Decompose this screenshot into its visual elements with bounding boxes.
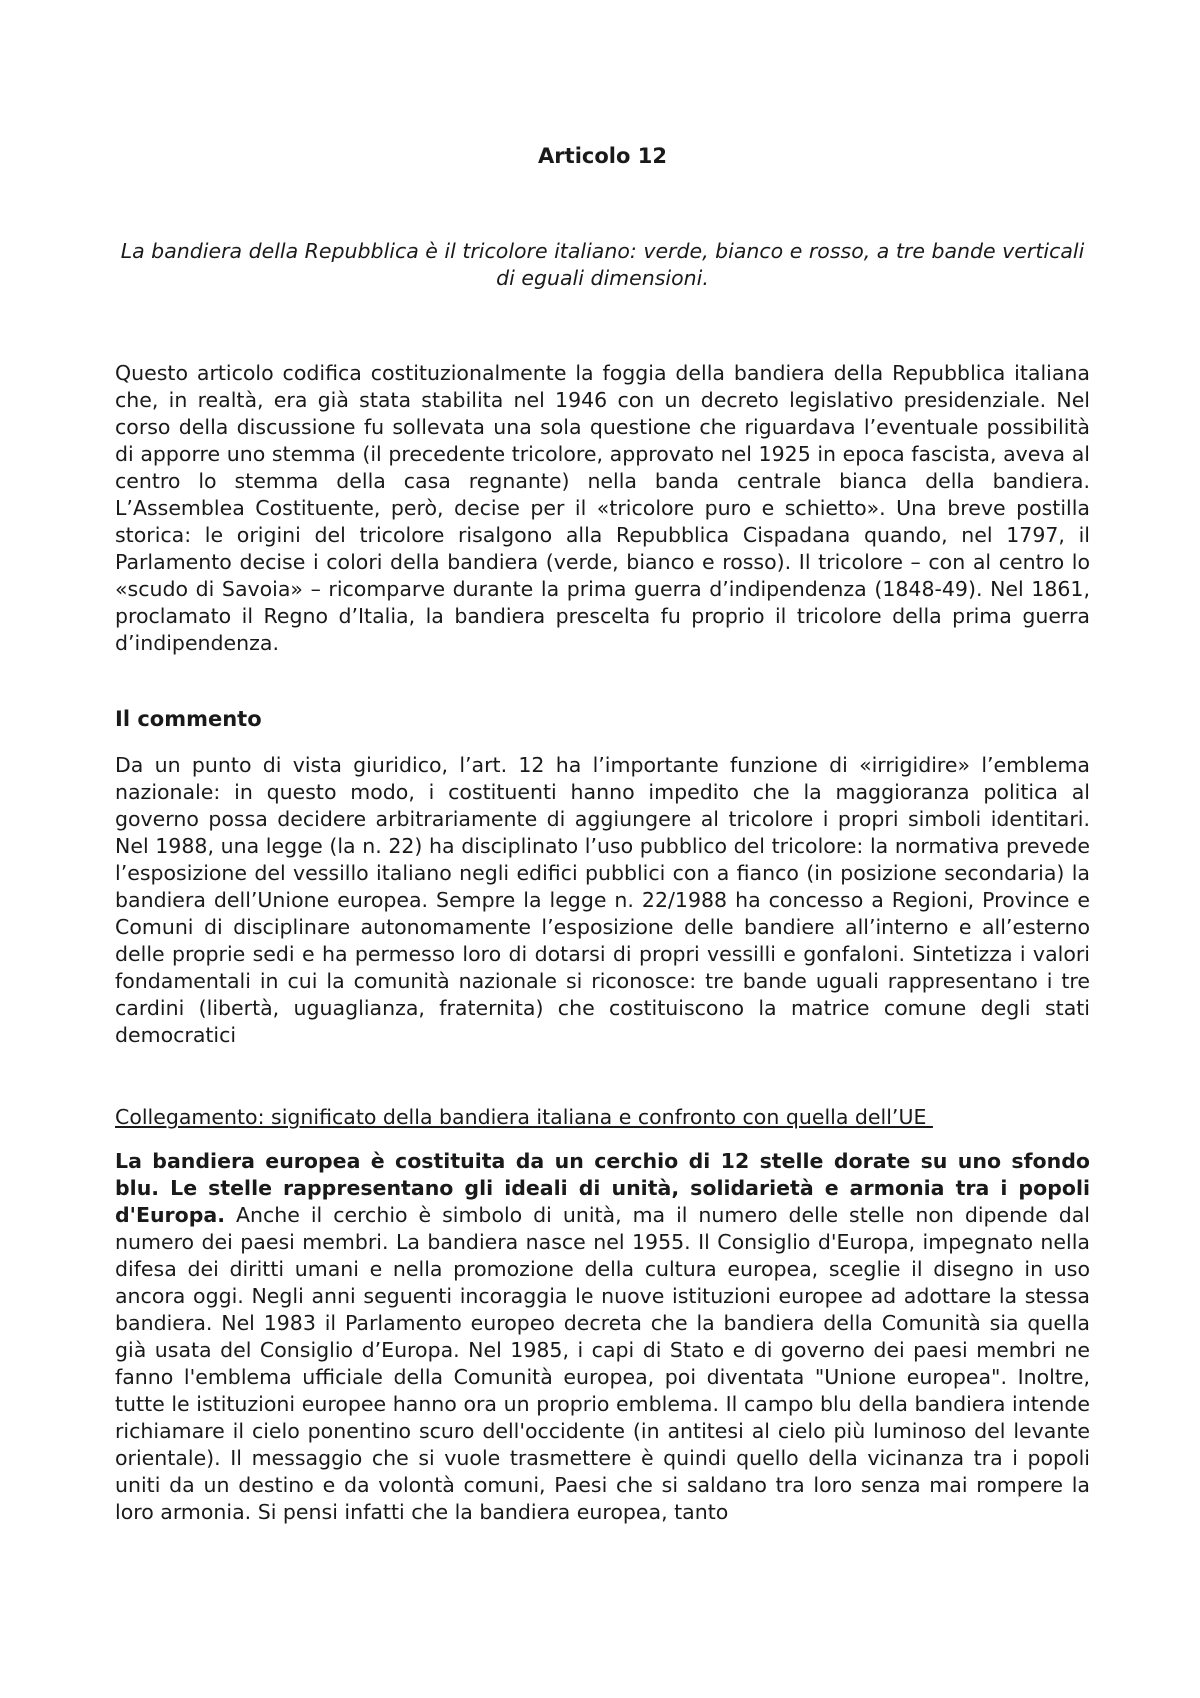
document-page — [115, 0, 1090, 1698]
paragraph-commento: Da un punto di vista giuridico, l’art. 12 ha l’importante funzione di «irrigidire» l’emblema nazionale: in questo modo, i costituenti hanno impedito che la maggioranza politica al governo possa decidere arbitrariamente di aggiungere al tricolore i propri simboli identitari. Nel 1988, una legge (la n. 22) ha disciplinato l’uso pubblico del tricolore: la normativa prevede l’esposizione del vessillo italiano negli edifici pubblici con a fianco (in posizione secondaria) la bandiera dell’Unione europea. Sempre la legge n. 22/1988 ha concesso a Regioni, Province e Comuni di disciplinare autonomamente l’esposizione delle bandiere all’interno e all’esterno delle proprie sedi e ha permesso loro di dotarsi di propri vessilli e gonfaloni. Sintetizza i valori fondamentali in cui la comunità nazionale si riconosce: tre bande uguali rappresentano i tre cardini (libertà, uguaglianza, fraternita) che costituiscono la matrice comune degli stati democratici — [115, 753, 1090, 1047]
paragraph-history: Questo articolo codifica costituzionalmente la foggia della bandiera della Repubblica italiana che, in realtà, era già stata stabilita nel 1946 con un decreto legislativo presidenziale. Nel corso della discussione fu sollevata una sola questione che riguardava l’eventuale possibilità di apporre uno stemma (il precedente tricolore, approvato nel 1925 in epoca fascista, aveva al centro lo stemma della casa regnante) nella banda centrale bianca della bandiera. L’Assemblea Costituente, però, decise per il «tricolore puro e schietto». Una breve postilla storica: le origini del tricolore risalgono alla Repubblica Cispadana quando, nel 1797, il Parlamento decise i colori della bandiera (verde, bianco e rosso). Il tricolore – con al centro lo «scudo di Savoia» – ricomparve durante la prima guerra d’indipendenza (1848-49). Nel 1861, proclamato il Regno d’Italia, la bandiera prescelta fu proprio il tricolore della prima guerra d’indipendenza. — [115, 361, 1090, 655]
article-text-epigraph: La bandiera della Repubblica è il tricolore italiano: verde, bianco e rosso, a tre bande verticali di eguali dimensioni. — [120, 239, 1085, 290]
paragraph-european-flag — [115, 1148, 1090, 1526]
section-heading-commento: Il commento — [115, 707, 262, 731]
paragraph-european-flag-bold: La bandiera europea è costituita da un cerchio di 12 stelle dorate su uno sfondo blu. Le stelle rappresentano gli ideali di unità, solidarietà e armonia tra i popoli d'Europa. — [115, 1149, 1090, 1227]
page-title: Articolo 12 — [538, 144, 667, 168]
paragraph-european-flag-rest: Anche il cerchio è simbolo di unità, ma il numero delle stelle non dipende dal numero dei paesi membri. La bandiera nasce nel 1955. Il Consiglio d'Europa, impegnato nella difesa dei diritti umani e nella promozione della cultura europea, sceglie il disegno in uso ancora oggi. Negli anni seguenti incoraggia le nuove istituzioni europee ad adottare la stessa bandiera. Nel 1983 il Parlamento europeo decreta che la bandiera della Comunità sia quella già usata del Consiglio d’Europa. Nel 1985, i capi di Stato e di governo dei paesi membri ne fanno l'emblema ufficiale della Comunità europea, poi diventata "Unione europea". Inoltre, tutte le istituzioni europee hanno ora un proprio emblema. Il campo blu della bandiera intende richiamare il cielo ponentino scuro dell'occidente (in antitesi al cielo più luminoso del levante orientale). Il messaggio che si vuole trasmettere è quindi quello della vicinanza tra i popoli uniti da un destino e da volontà comuni, Paesi che si saldano tra loro senza mai rompere la loro armonia. Si pensi infatti che la bandiera europea, tanto — [115, 1203, 1090, 1524]
collegamento-heading: Collegamento: significato della bandiera italiana e confronto con quella dell’UE — [115, 1105, 933, 1129]
